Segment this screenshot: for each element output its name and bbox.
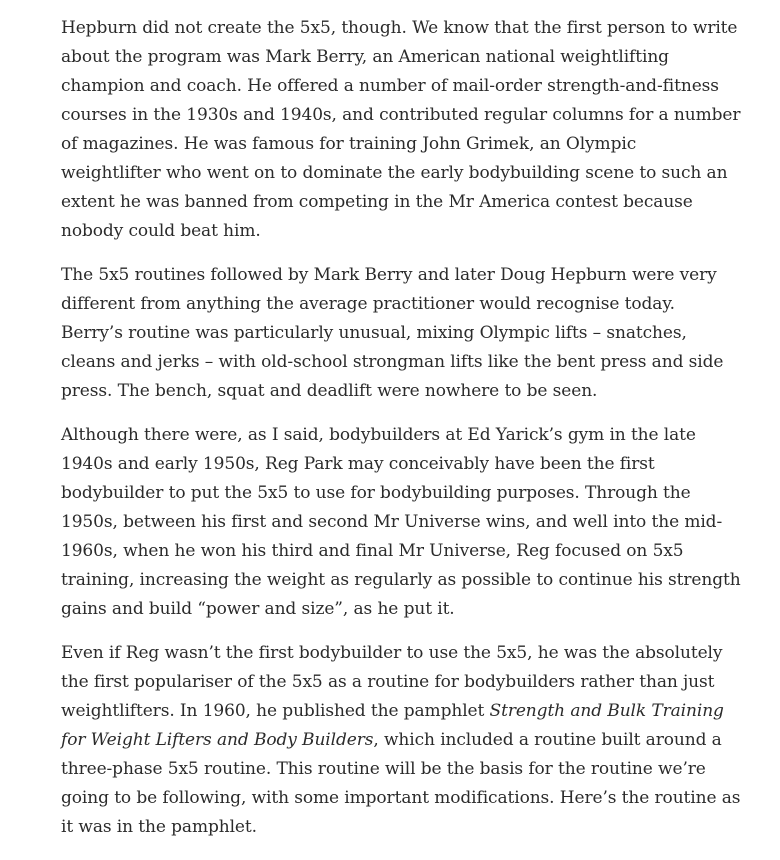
paragraph-pamphlet-rest: , which included a routine built around a three-phase 5x5 routine. This routine will be the basis for the routine we’re going to be following, with some important modifications. Here’s the routine as it was in the pamphlet. <box>61 730 741 837</box>
paragraph-pamphlet-intro: Even if Reg wasn’t the first bodybuilder to use the 5x5, he was the absolutely the first populariser of the 5x5 as a routine for bodybuilders rather than just weightlifters. In 1960, he published the pamphlet <box>61 643 723 721</box>
paragraph-berry-routine: The 5x5 routines followed by Mark Berry and later Doug Hepburn were very different from anything the average practitioner would recognise today. Berry’s routine was particularly unusual, mixing Olympic lifts – snatches, cleans and jerks – with old-school strongman lifts like the bent press and side press. The bench, squat and deadlift were nowhere to be seen. <box>61 265 724 401</box>
pamphlet-title: Strength and Bulk Training for Weight Lifters and Body Builders <box>61 701 724 750</box>
paragraph-origin-mark-berry: Hepburn did not create the 5x5, though. We know that the first person to write about the program was Mark Berry, an American national weightlifting champion and coach. He offered a number of mail-order strength-and-fitness courses in the 1930s and 1940s, and contributed regular columns for a number of magazines. He was famous for training John Grimek, an Olympic weightlifter who went on to dominate the early bodybuilding scene to such an extent he was banned from competing in the Mr America contest because nobody could beat him. <box>61 18 741 241</box>
paragraph-reg-park: Although there were, as I said, bodybuilders at Ed Yarick’s gym in the late 1940s and early 1950s, Reg Park may conceivably have been the first bodybuilder to put the 5x5 to use for bodybuilding purposes. Through the 1950s, between his first and second Mr Universe wins, and well into the mid-1960s, when he won his third and final Mr Universe, Reg focused on 5x5 training, increasing the weight as regularly as possible to continue his strength gains and build “power and size”, as he put it. <box>61 425 741 619</box>
paragraph-pamphlet <box>61 639 741 842</box>
article-body <box>61 14 741 857</box>
